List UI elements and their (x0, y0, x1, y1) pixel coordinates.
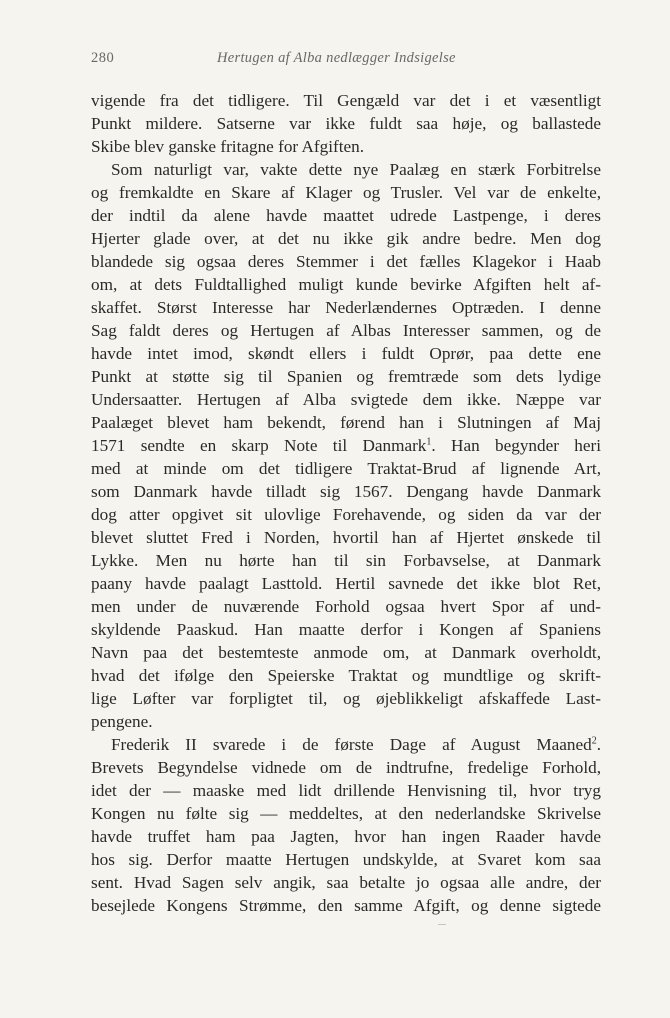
text-line: havde truffet ham paa Jagten, hvor han ingen Raader havde (91, 827, 601, 846)
text-line: havde intet imod, skøndt ellers i fuldt Oprør, paa dette ene (91, 344, 601, 363)
text-line: men under de nuværende Forhold ogsaa hvert Spor af und- (91, 597, 601, 616)
text-line: som Danmark havde tilladt sig 1567. Dengang havde Danmark (91, 482, 601, 501)
running-title: Hertugen af Alba nedlægger Indsigelse (217, 50, 456, 66)
text-line: Lykke. Men nu hørte han til sin Forbavselse, at Danmark (91, 551, 601, 570)
text-line: blandede sig ogsaa deres Stemmer i det fælles Klagekor i Haab (91, 252, 601, 271)
text-fragment: 1571 sendte en skarp Note til Danmark (91, 436, 427, 455)
text-line: Sag faldt deres og Hertugen af Albas Interesser sammen, og de (91, 321, 601, 340)
text-line: Paalæget blevet ham bekendt, førend han i Slutningen af Maj (91, 413, 601, 432)
text-line: Undersaatter. Hertugen af Alba svigtede dem ikke. Næppe var (91, 390, 601, 409)
text-line: og fremkaldte en Skare af Klager og Trusler. Vel var de enkelte, (91, 183, 601, 202)
text-fragment: . Han begynder heri (431, 436, 601, 455)
text-line: idet der — maaske med lidt drillende Henvisning til, hvor tryg (91, 781, 601, 800)
text-line: Punkt at støtte sig til Spanien og fremtræde som dets lydige (91, 367, 601, 386)
footnote-marker: 2 (591, 735, 597, 747)
text-line: skaffet. Størst Interesse har Nederlændernes Optræden. I denne (91, 298, 601, 317)
text-line: pengene. (91, 712, 153, 731)
text-line: Navn paa det bestemteste anmode om, at Danmark overholdt, (91, 643, 601, 662)
text-line: der indtil da alene havde maattet udrede Lastpenge, i deres (91, 206, 601, 225)
text-line-with-footnote (91, 733, 601, 756)
text-line: hvad det ifølge den Speierske Traktat og mundtlige og skrift- (91, 666, 601, 685)
text-line: besejlede Kongens Strømme, den samme Afgift, og denne sigtede (91, 896, 601, 915)
text-line: Punkt mildere. Satserne var ikke fuldt saa høje, og ballastede (91, 114, 601, 133)
text-line: Skibe blev ganske fritagne for Afgiften. (91, 137, 365, 156)
body-text (91, 89, 601, 917)
text-line: hos sig. Derfor maatte Hertugen undskylde, at Svaret kom saa (91, 850, 601, 869)
text-line-with-footnote (91, 434, 601, 457)
text-fragment: Frederik II svarede i de første Dage af August Maaned (111, 735, 592, 754)
text-line: skyldende Paaskud. Han maatte derfor i Kongen af Spaniens (91, 620, 601, 639)
running-header (91, 50, 601, 72)
page-number: 280 (91, 50, 115, 66)
text-line: sent. Hvad Sagen selv angik, saa betalte jo ogsaa alle andre, der (91, 873, 601, 892)
print-speck (438, 924, 446, 925)
footnote-marker: 1 (426, 436, 432, 448)
text-line: Som naturligt var, vakte dette nye Paalæg en stærk Forbitrelse (111, 160, 601, 179)
text-line: paany havde paalagt Lasttold. Hertil savnede det ikke blot Ret, (91, 574, 601, 593)
text-line: om, at dets Fuldtallighed muligt kunde bevirke Afgiften helt af- (91, 275, 601, 294)
text-fragment: . (596, 735, 601, 754)
text-line: blevet sluttet Fred i Norden, hvortil han af Hjertet ønskede til (91, 528, 601, 547)
text-line: Kongen nu følte sig — meddeltes, at den nederlandske Skrivelse (91, 804, 601, 823)
text-line: Hjerter glade over, at det nu ikke gik andre bedre. Men dog (91, 229, 601, 248)
text-line: lige Løfter var forpligtet til, og øjeblikkeligt afskaffede Last- (91, 689, 601, 708)
text-line: Brevets Begyndelse vidnede om de indtrufne, fredelige Forhold, (91, 758, 601, 777)
text-line: vigende fra det tidligere. Til Gengæld var det i et væsentligt (91, 91, 601, 110)
text-line: med at minde om det tidligere Traktat-Brud af lignende Art, (91, 459, 601, 478)
text-line: dog atter opgivet sit ulovlige Forehavende, og siden da var der (91, 505, 601, 524)
